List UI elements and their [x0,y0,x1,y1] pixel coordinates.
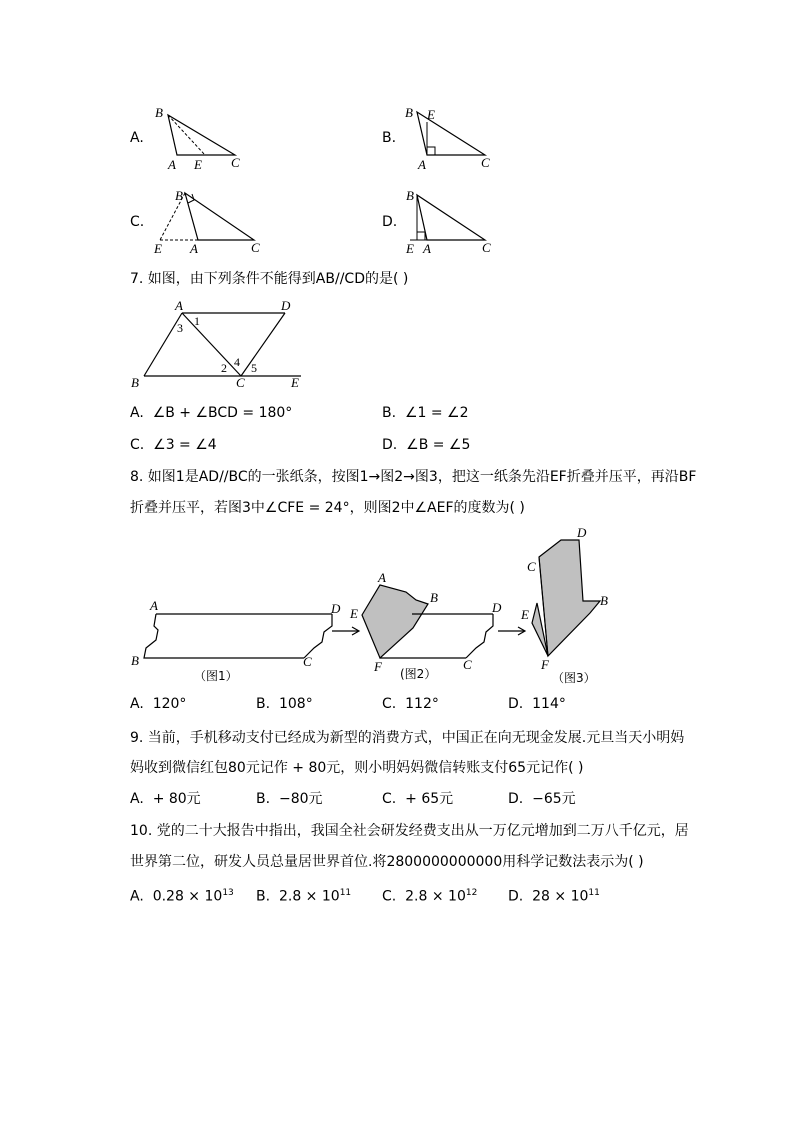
q8-fig1-caption: （图1） [194,669,238,683]
q6d-point-b: B [406,188,414,203]
q7-point-c: C [236,375,245,390]
q8-figure-2 [348,570,508,688]
q6c-point-b: B [175,188,183,203]
q8-fig2-point-d: D [492,600,502,615]
q8-fig1-point-b: B [131,653,139,668]
q9-option-b[interactable]: B. −80元 [256,791,323,807]
q6-figure-d [400,183,500,258]
q7-stem: 7. 如图，由下列条件不能得到AB//CD的是( ) [130,271,409,287]
q7-angle-5: 5 [251,361,257,375]
q6b-point-b: B [405,105,413,120]
q7-point-b: B [131,375,139,390]
q7-angle-4: 4 [234,355,240,369]
q10-option-c[interactable]: C. $2.8 \times 10^{12}$ [382,888,478,905]
q6-option-b-label[interactable]: B. [382,130,397,146]
q7-point-a: A [175,298,183,313]
q6a-point-b: B [155,105,163,120]
q6-figure-b [400,100,500,175]
q8-option-c[interactable]: C. 112° [382,696,439,712]
q8-stem-line1: 8. 如图1是AD//BC的一张纸条，按图1→图2→图3，把这一纸条先沿EF折叠并压平，再沿BF [130,469,697,485]
q7-figure [128,296,313,392]
q6a-point-c: C [231,155,240,170]
q6-option-c-label[interactable]: C. [130,214,145,230]
q8-fig3-point-d: D [577,525,587,540]
q9-option-d[interactable]: D. −65元 [508,791,576,807]
q7-angle-3: 3 [177,321,183,335]
q6d-point-e: E [406,241,414,256]
q8-fig3-point-e: E [521,607,529,622]
q7-option-a[interactable]: A. ∠B + ∠BCD = 180° [130,405,293,421]
q6-option-d-label[interactable]: D. [382,214,398,230]
q7-angle-2: 2 [221,361,227,375]
q8-fig2-point-c: C [463,657,472,672]
q9-stem-line2: 妈收到微信红包80元记作 + 80元，则小明妈妈微信转账支付65元记作( ) [130,760,584,776]
q10-option-d[interactable]: D. $28 \times 10^{11}$ [508,888,600,905]
q8-figure-1 [128,596,343,688]
q8-fig3-point-b: B [600,593,608,608]
q6c-point-c: C [251,240,260,255]
q8-fig3-caption: （图3） [552,671,596,685]
q7-angle-1: 1 [194,314,200,328]
q8-fig2-point-e: E [350,606,358,621]
q8-option-b[interactable]: B. 108° [256,696,313,712]
q8-fig2-point-f: F [374,659,382,674]
q8-fig3-point-f: F [541,657,549,672]
q9-option-a[interactable]: A. + 80元 [130,791,201,807]
q6b-point-c: C [481,155,490,170]
q8-option-a[interactable]: A. 120° [130,696,187,712]
q10-stem-line1: 10. 党的二十大报告中指出，我国全社会研发经费支出从一万亿元增加到二万八千亿元，居 [130,823,689,839]
q9-option-c[interactable]: C. + 65元 [382,791,454,807]
q6c-point-a: A [190,241,198,256]
q6-figure-c [150,183,265,258]
q8-fig2-point-b: B [430,590,438,605]
q6a-point-a: A [168,157,176,172]
q8-fig1-point-a: A [150,598,158,613]
q6d-point-c: C [482,240,491,255]
q7-point-e: E [291,375,299,390]
q9-stem-line1: 9. 当前，手机移动支付已经成为新型的消费方式，中国正在向无现金发展.元旦当天小明妈 [130,730,685,746]
q6b-point-e: E [427,107,435,122]
q8-figure-3 [515,523,615,693]
q8-option-d[interactable]: D. 114° [508,696,566,712]
q10-option-b[interactable]: B. $2.8 \times 10^{11}$ [256,888,352,905]
q6a-point-e: E [194,157,202,172]
q7-point-d: D [281,298,291,313]
q10-option-a[interactable]: A. $0.28 \times 10^{13}$ [130,888,234,905]
q10-stem-line2: 世界第二位，研发人员总量居世界首位.将2800000000000用科学记数法表示为( ) [130,854,644,870]
q6d-point-a: A [423,241,431,256]
q8-fig2-caption: (图2） [400,667,437,681]
q8-stem-line2: 折叠并压平，若图3中∠CFE = 24°，则图2中∠AEF的度数为( ) [130,500,525,516]
q7-option-b[interactable]: B. ∠1 = ∠2 [382,405,469,421]
q8-fig1-point-c: C [303,654,312,669]
q8-fig2-point-a: A [378,570,386,585]
q6-figure-a [150,100,250,175]
q8-fig3-point-c: C [527,559,536,574]
q7-option-c[interactable]: C. ∠3 = ∠4 [130,437,217,453]
q6-option-a-label[interactable]: A. [130,130,144,146]
q8-fig1-point-d: D [331,601,341,616]
q6c-point-e: E [154,241,162,256]
q6b-point-a: A [418,157,426,172]
q7-option-d[interactable]: D. ∠B = ∠5 [382,437,471,453]
